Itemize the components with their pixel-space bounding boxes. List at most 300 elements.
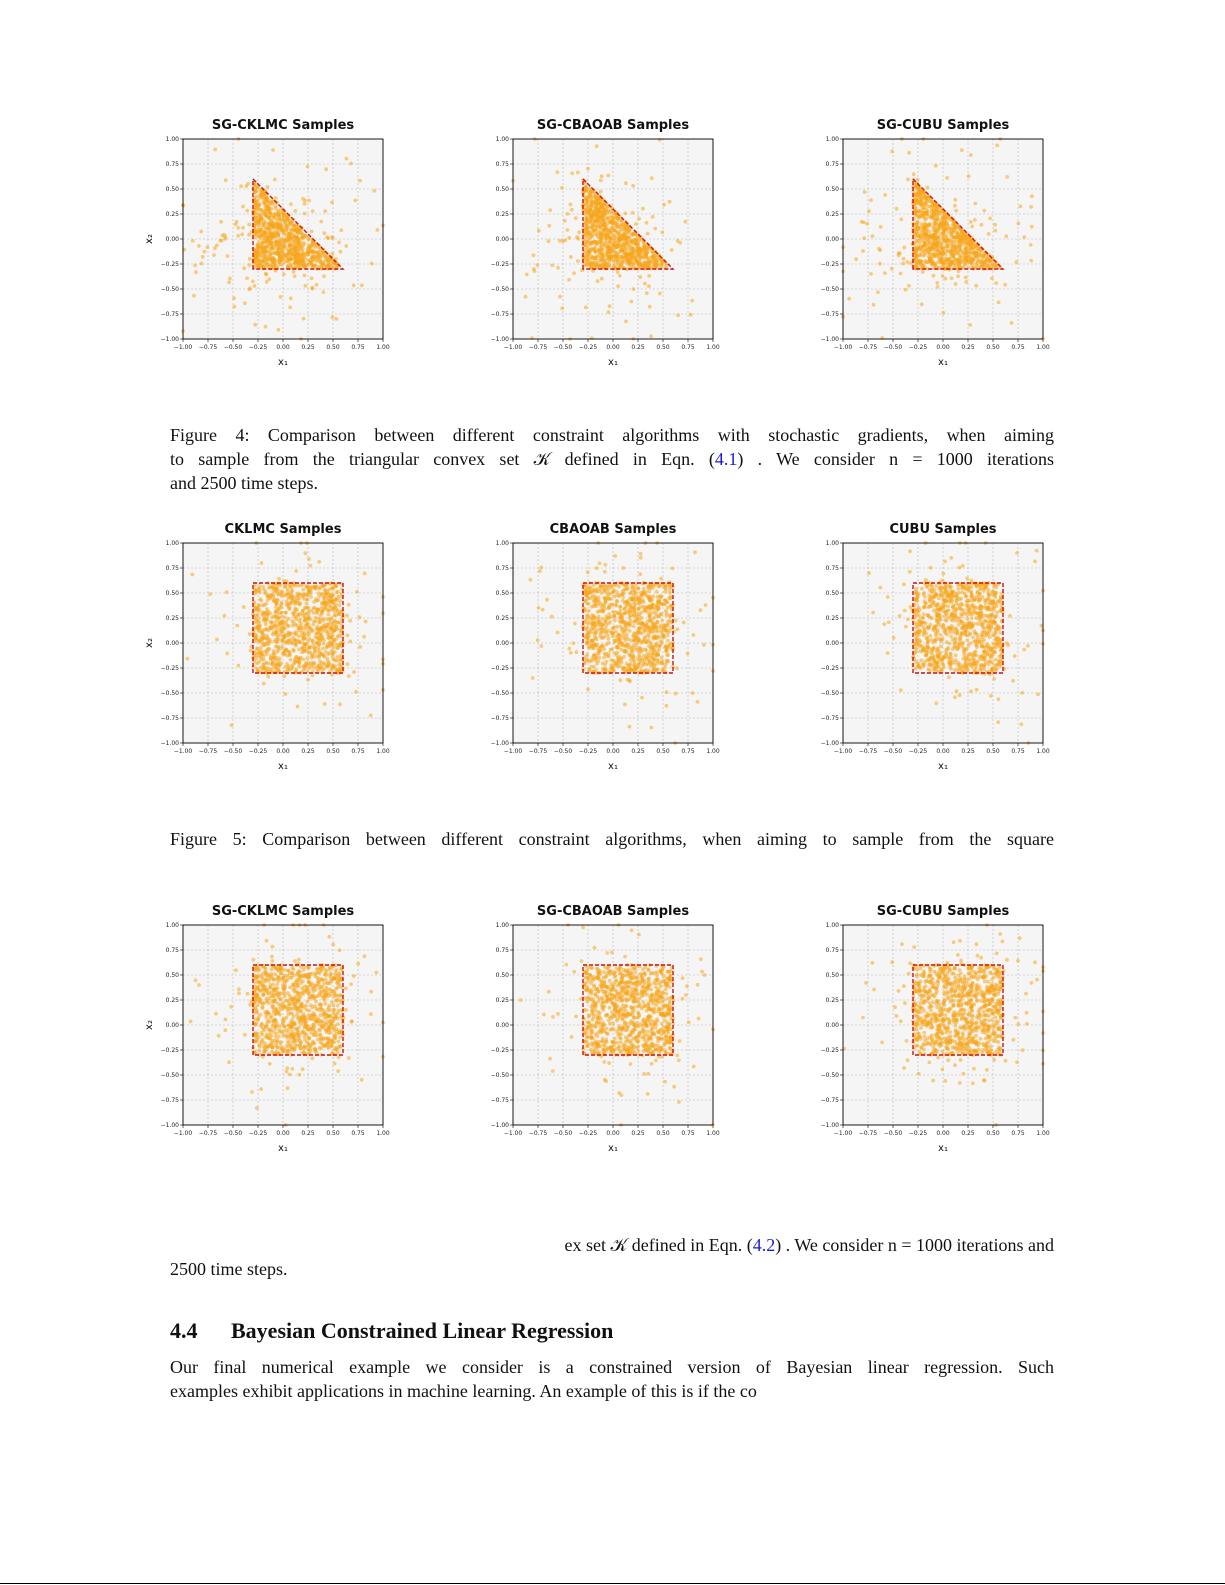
sample-point	[293, 209, 297, 213]
y-tick-label: −0.75	[820, 311, 839, 318]
sample-point	[631, 211, 635, 215]
sample-point	[259, 192, 263, 196]
sample-point	[660, 619, 664, 623]
sample-point	[296, 705, 300, 709]
sample-point	[958, 245, 962, 249]
sample-point	[290, 642, 294, 646]
sample-point	[618, 233, 622, 237]
sample-point	[601, 248, 605, 252]
sample-point	[652, 610, 656, 614]
sample-point	[954, 209, 958, 213]
sample-point	[297, 584, 301, 588]
plot-title: CBAOAB Samples	[549, 522, 677, 537]
sample-point	[993, 223, 997, 227]
sample-point	[597, 250, 601, 254]
sample-point	[278, 621, 282, 625]
y-tick-label: 0.75	[825, 161, 839, 168]
y-tick-label: −0.25	[160, 665, 179, 672]
sample-point	[935, 207, 939, 211]
sample-point	[923, 240, 927, 244]
sample-point	[322, 661, 326, 665]
sample-point	[192, 294, 196, 298]
sample-point	[259, 599, 263, 603]
sample-point	[586, 231, 590, 235]
sample-point	[251, 279, 255, 283]
sample-point	[338, 659, 342, 663]
sample-point	[593, 218, 597, 222]
sample-point	[974, 262, 978, 266]
sample-point	[623, 212, 627, 216]
sample-point	[306, 165, 310, 169]
sample-point	[276, 638, 280, 642]
sample-point	[648, 260, 652, 264]
sample-point	[279, 295, 283, 299]
sample-point	[959, 233, 963, 237]
sample-point	[256, 647, 260, 651]
sample-point	[280, 644, 284, 648]
sample-point	[567, 647, 571, 651]
sample-point	[316, 255, 320, 259]
sample-point	[223, 233, 227, 237]
sample-point	[245, 276, 249, 280]
sample-point	[257, 264, 261, 268]
sample-point	[692, 633, 696, 637]
sample-point	[283, 615, 287, 619]
sample-point	[239, 184, 243, 188]
sample-point	[358, 645, 362, 649]
sample-point	[617, 585, 621, 589]
sample-point	[348, 640, 352, 644]
sample-point	[344, 244, 348, 248]
sample-point	[284, 585, 288, 589]
sample-point	[293, 657, 297, 661]
sample-point	[629, 610, 633, 614]
sample-point	[676, 239, 680, 243]
sample-point	[322, 642, 326, 646]
sample-point	[290, 667, 294, 671]
sample-point	[982, 254, 986, 258]
x-tick-label: 0.00	[276, 748, 290, 755]
sample-point	[931, 246, 935, 250]
sample-point	[334, 585, 338, 589]
sample-point	[286, 253, 290, 257]
x-tick-label: 0.25	[631, 344, 645, 351]
sample-point	[284, 665, 288, 669]
sample-point	[661, 231, 665, 235]
sample-point	[324, 167, 328, 171]
sample-point	[305, 620, 309, 624]
sample-point	[345, 157, 349, 161]
x-tick-label: 1.00	[706, 748, 720, 755]
sample-point	[260, 208, 264, 212]
sample-point	[285, 217, 289, 221]
sample-point	[289, 658, 293, 662]
sample-point	[263, 616, 267, 620]
sample-point	[323, 625, 327, 629]
sample-point	[536, 263, 540, 267]
sample-point	[953, 244, 957, 248]
sample-point	[585, 189, 589, 193]
sample-point	[640, 251, 644, 255]
sample-point	[598, 244, 602, 248]
sample-point	[258, 651, 262, 655]
sample-point	[305, 598, 309, 602]
sample-point	[599, 236, 603, 240]
sample-point	[934, 262, 938, 266]
sample-point	[190, 573, 194, 577]
sample-point	[938, 261, 942, 265]
sample-point	[248, 257, 252, 261]
sample-point	[646, 250, 650, 254]
sample-point	[298, 601, 302, 605]
sample-point	[572, 271, 576, 275]
sample-point	[206, 245, 210, 249]
sample-point	[273, 235, 277, 239]
sample-point	[584, 305, 588, 309]
sample-point	[326, 236, 330, 240]
sample-point	[607, 246, 611, 250]
sample-point	[937, 225, 941, 229]
sample-point	[329, 626, 333, 630]
sample-point	[950, 232, 954, 236]
x-tick-label: 0.00	[606, 344, 620, 351]
sample-point	[593, 256, 597, 260]
sample-point	[936, 285, 940, 289]
y-tick-label: −0.50	[490, 286, 509, 293]
sample-point	[266, 675, 270, 679]
sample-point	[297, 657, 301, 661]
sample-point	[307, 557, 311, 561]
sample-point	[689, 313, 693, 317]
sample-point	[288, 607, 292, 611]
x-tick-label: 0.00	[276, 344, 290, 351]
sample-point	[916, 225, 920, 229]
sample-point	[595, 233, 599, 237]
sample-point	[306, 678, 310, 682]
sample-point	[264, 325, 268, 329]
sample-point	[301, 614, 305, 618]
y-tick-label: −0.25	[490, 261, 509, 268]
sample-point	[332, 638, 336, 642]
sample-point	[987, 232, 991, 236]
sample-point	[292, 649, 296, 653]
sample-point	[276, 650, 280, 654]
sample-point	[566, 228, 570, 232]
sample-point	[933, 254, 937, 258]
sample-point	[322, 596, 326, 600]
sample-point	[659, 612, 663, 616]
sample-point	[278, 252, 282, 256]
x-tick-label: 0.75	[681, 344, 695, 351]
sample-point	[293, 274, 297, 278]
sample-point	[611, 255, 615, 259]
x-tick-label: 0.25	[301, 748, 315, 755]
sample-point	[316, 598, 320, 602]
sample-point	[693, 550, 697, 554]
sample-point	[640, 631, 644, 635]
sample-point	[246, 182, 250, 186]
sample-point	[297, 242, 301, 246]
x-tick-label: −0.25	[248, 344, 268, 351]
sample-point	[924, 232, 928, 236]
sample-point	[947, 258, 951, 262]
sample-point	[277, 214, 281, 218]
sample-point	[574, 216, 578, 220]
sample-point	[905, 260, 909, 264]
sample-point	[302, 235, 306, 239]
sample-point	[959, 260, 963, 264]
sample-point	[592, 191, 596, 195]
sample-point	[638, 247, 642, 251]
sample-point	[618, 274, 622, 278]
scatter-plot	[140, 115, 390, 370]
sample-point	[646, 232, 650, 236]
sample-point	[584, 207, 588, 211]
sample-point	[913, 206, 917, 210]
sample-point	[277, 593, 281, 597]
sample-point	[585, 259, 589, 263]
y-tick-label: 0.50	[825, 186, 839, 193]
x-tick-label: −1.00	[503, 748, 523, 755]
sample-point	[584, 211, 588, 215]
sample-point	[263, 667, 267, 671]
sample-point	[863, 190, 867, 194]
sample-point	[967, 240, 971, 244]
sample-point	[274, 204, 278, 208]
sample-point	[259, 646, 263, 650]
sample-point	[307, 199, 311, 203]
sample-point	[653, 227, 657, 231]
sample-point	[600, 174, 604, 178]
sample-point	[227, 280, 231, 284]
sample-point	[647, 284, 651, 288]
sample-point	[259, 656, 263, 660]
sample-point	[319, 220, 323, 224]
sample-point	[242, 266, 246, 270]
y-tick-label: 0.00	[165, 236, 179, 243]
sample-point	[599, 241, 603, 245]
sample-point	[567, 236, 571, 240]
sample-point	[315, 283, 319, 287]
sample-point	[539, 566, 543, 570]
sample-point	[598, 203, 602, 207]
sample-point	[302, 588, 306, 592]
sample-point	[877, 247, 881, 251]
sample-point	[255, 189, 259, 193]
sample-point	[603, 234, 607, 238]
sample-point	[296, 259, 300, 263]
sample-point	[297, 634, 301, 638]
sample-point	[589, 208, 593, 212]
sample-point	[276, 260, 280, 264]
sample-point	[303, 241, 307, 245]
sample-point	[262, 245, 266, 249]
sample-point	[316, 608, 320, 612]
sample-point	[333, 614, 337, 618]
sample-point	[249, 649, 253, 653]
sample-point	[861, 249, 865, 253]
sample-point	[303, 212, 307, 216]
scatter-panel	[470, 519, 720, 774]
sample-point	[304, 284, 308, 288]
y-tick-label: −0.50	[160, 690, 179, 697]
sample-point	[245, 209, 249, 213]
x-tick-label: 0.50	[656, 748, 670, 755]
sample-point	[955, 236, 959, 240]
sample-point	[629, 300, 633, 304]
sample-point	[282, 238, 286, 242]
sample-point	[647, 274, 651, 278]
sample-point	[1003, 283, 1007, 287]
sample-point	[650, 726, 654, 730]
sample-point	[938, 232, 942, 236]
sample-point	[661, 662, 665, 666]
sample-point	[567, 278, 571, 282]
sample-point	[599, 215, 603, 219]
sample-point	[362, 635, 366, 639]
sample-point	[605, 660, 609, 664]
sample-point	[645, 291, 649, 295]
y-axis-label: x₂	[144, 234, 155, 244]
sample-point	[603, 227, 607, 231]
sample-point	[608, 210, 612, 214]
sample-point	[970, 241, 974, 245]
plot-title: SG-CKLMC Samples	[211, 118, 355, 133]
sample-point	[255, 667, 259, 671]
sample-point	[596, 279, 600, 283]
sample-point	[265, 636, 269, 640]
x-tick-label: 1.00	[706, 344, 720, 351]
scatter-plot	[800, 115, 1050, 370]
sample-point	[213, 246, 217, 250]
sample-point	[960, 148, 964, 152]
sample-point	[266, 185, 270, 189]
sample-point	[1010, 321, 1014, 325]
sample-point	[663, 590, 667, 594]
sample-point	[569, 203, 573, 207]
sample-point	[282, 213, 286, 217]
sample-point	[313, 243, 317, 247]
sample-point	[280, 248, 284, 252]
x-axis-label: x₁	[938, 357, 948, 368]
sample-point	[261, 603, 265, 607]
y-tick-label: −0.25	[160, 261, 179, 268]
sample-point	[934, 231, 938, 235]
sample-point	[265, 199, 269, 203]
sample-point	[560, 306, 564, 310]
sample-point	[699, 608, 703, 612]
sample-point	[269, 212, 273, 216]
sample-point	[618, 678, 622, 682]
sample-point	[309, 627, 313, 631]
sample-point	[558, 239, 562, 243]
sample-point	[964, 276, 968, 280]
sample-point	[277, 577, 281, 581]
sample-point	[958, 256, 962, 260]
sample-point	[294, 601, 298, 605]
sample-point	[946, 245, 950, 249]
sample-point	[560, 186, 564, 190]
sample-point	[1029, 259, 1033, 263]
sample-point	[660, 656, 664, 660]
sample-point	[328, 663, 332, 667]
sample-point	[950, 276, 954, 280]
sample-point	[286, 265, 290, 269]
sample-point	[282, 621, 286, 625]
sample-point	[255, 194, 259, 198]
sample-point	[280, 606, 284, 610]
sample-point	[702, 643, 706, 647]
sample-point	[668, 643, 672, 647]
sample-point	[690, 299, 694, 303]
sample-point	[299, 622, 303, 626]
sample-point	[268, 625, 272, 629]
y-tick-label: −1.00	[820, 336, 839, 343]
sample-point	[602, 222, 606, 226]
sample-point	[311, 623, 315, 627]
y-tick-label: 0.00	[495, 640, 509, 647]
equation-link[interactable]: 4.1	[714, 449, 738, 469]
sample-point	[197, 244, 201, 248]
y-tick-label: 0.00	[825, 236, 839, 243]
sample-point	[338, 702, 342, 706]
sample-point	[274, 196, 278, 200]
sample-point	[883, 271, 887, 275]
sample-point	[223, 614, 227, 618]
sample-point	[285, 228, 289, 232]
sample-point	[331, 315, 335, 319]
sample-point	[296, 236, 300, 240]
sample-point	[572, 641, 576, 645]
y-tick-label: −0.25	[820, 261, 839, 268]
sample-point	[556, 631, 560, 635]
sample-point	[253, 284, 257, 288]
sample-point	[297, 231, 301, 235]
sample-point	[883, 193, 887, 197]
sample-point	[611, 603, 615, 607]
sample-point	[264, 273, 268, 277]
sample-point	[268, 217, 272, 221]
sample-point	[611, 233, 615, 237]
y-tick-label: −1.00	[490, 740, 509, 747]
sample-point	[199, 230, 203, 234]
sample-point	[897, 251, 901, 255]
sample-point	[899, 218, 903, 222]
sample-point	[599, 178, 603, 182]
sample-point	[332, 600, 336, 604]
sample-point	[593, 259, 597, 263]
x-tick-label: 0.25	[301, 344, 315, 351]
sample-point	[682, 621, 686, 625]
sample-point	[283, 692, 287, 696]
x-tick-label: −0.50	[223, 344, 243, 351]
sample-point	[691, 691, 695, 695]
sample-point	[297, 665, 301, 669]
sample-point	[259, 214, 263, 218]
sample-point	[253, 323, 257, 327]
sample-point	[890, 267, 894, 271]
sample-point	[550, 615, 554, 619]
sample-point	[293, 638, 297, 642]
sample-point	[355, 590, 359, 594]
sample-point	[585, 219, 589, 223]
sample-point	[675, 666, 679, 670]
x-tick-label: 0.75	[351, 748, 365, 755]
sample-point	[975, 246, 979, 250]
sample-point	[611, 590, 615, 594]
sample-point	[637, 217, 641, 221]
x-tick-label: 0.75	[1011, 344, 1025, 351]
